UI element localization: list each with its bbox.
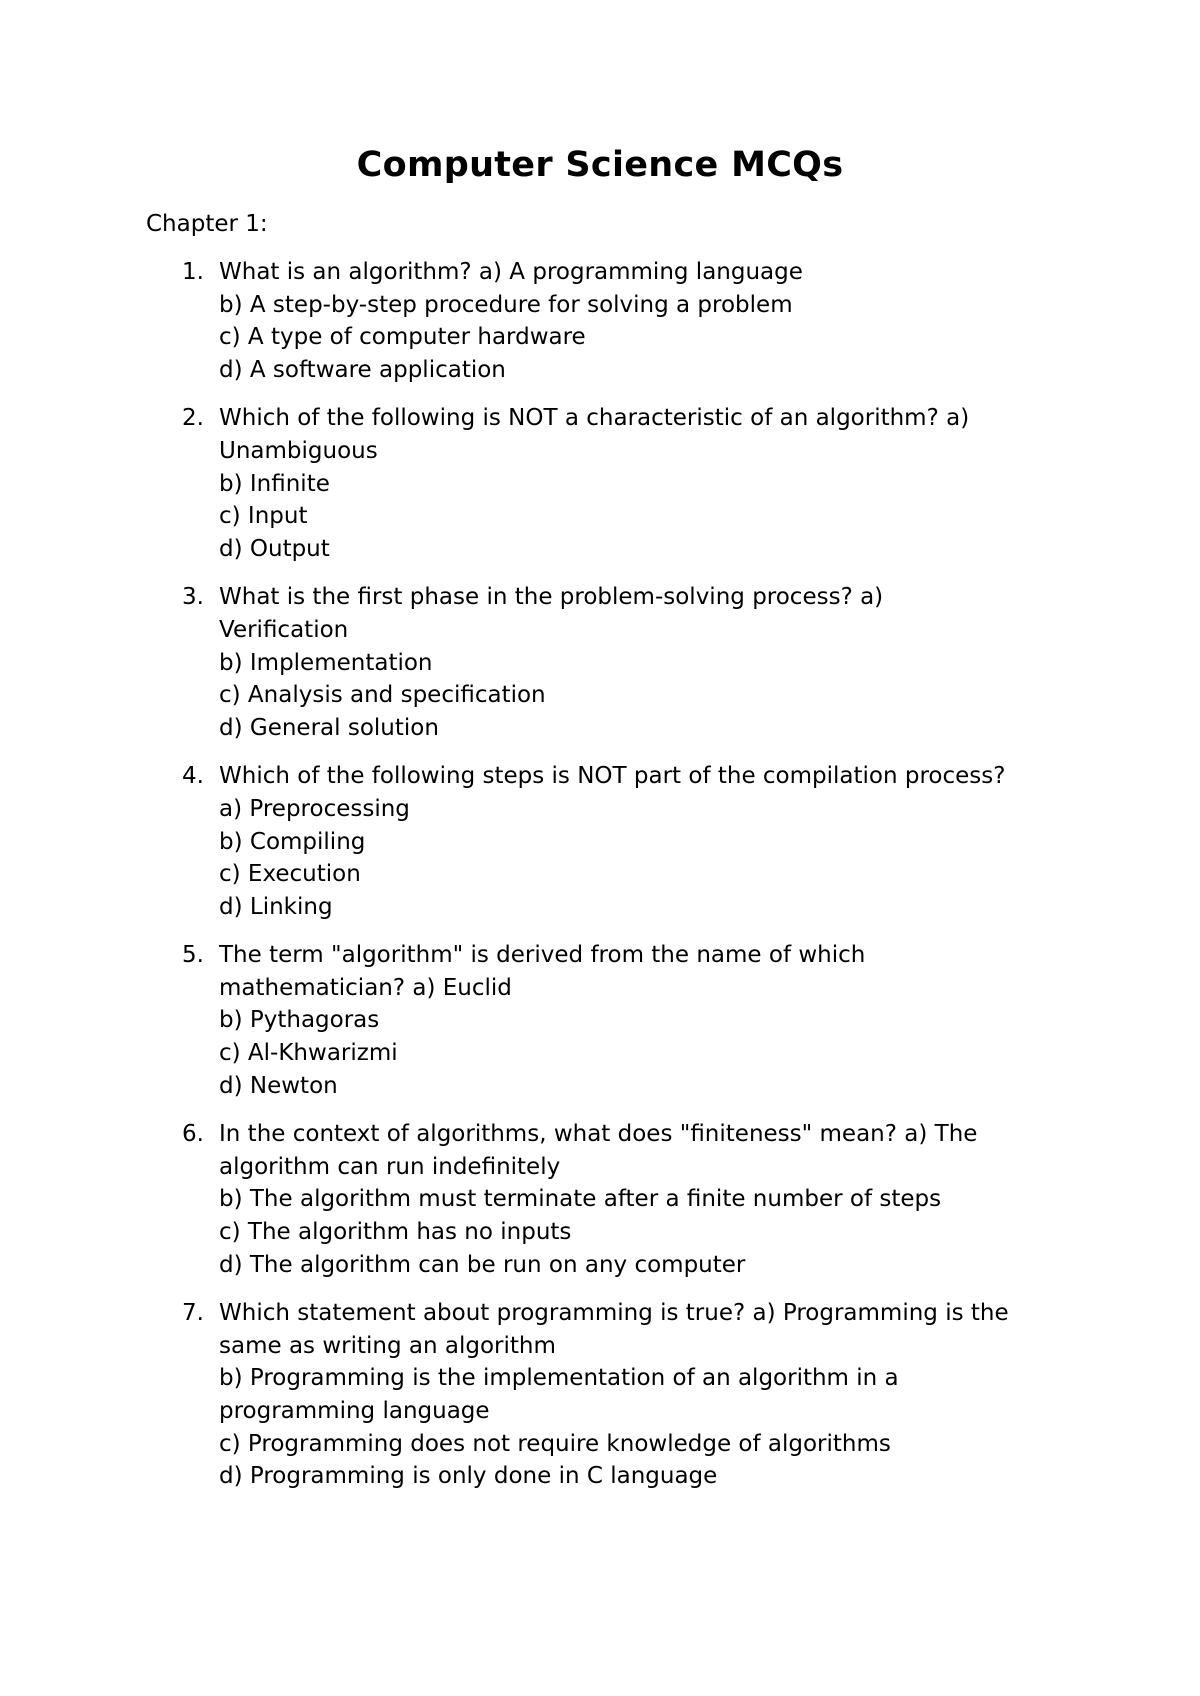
question-text-line: In the context of algorithms, what does "finiteness" mean? a) The [219, 1121, 978, 1148]
question-text-line: Which of the following steps is NOT part of the compilation process? [219, 763, 1006, 790]
question-text-line: What is the first phase in the problem-solving process? a) [219, 584, 884, 611]
question-text-line: Which statement about programming is true? a) Programming is the [219, 1300, 1009, 1327]
chapter-heading: Chapter 1: [146, 211, 268, 237]
answer-option: d) Linking [219, 893, 333, 920]
question-body [219, 256, 1069, 386]
question-list [0, 256, 1200, 1509]
question-text-line: The term "algorithm" is derived from the name of which [219, 942, 866, 969]
answer-option: b) Infinite [219, 470, 330, 497]
answer-option: c) The algorithm has no inputs [219, 1219, 572, 1246]
answer-option: d) Newton [219, 1072, 338, 1099]
question-text-line: same as writing an algorithm [219, 1332, 556, 1359]
question-number: 2. [182, 405, 204, 432]
answer-option: c) Analysis and specification [219, 682, 546, 709]
answer-option: b) The algorithm must terminate after a finite number of steps [219, 1186, 942, 1213]
question-number: 5. [182, 942, 204, 969]
answer-option: b) Compiling [219, 828, 366, 855]
answer-option: b) Programming is the implementation of an algorithm in a [219, 1365, 899, 1392]
answer-option: d) The algorithm can be run on any computer [219, 1251, 746, 1278]
question-body [219, 581, 1069, 744]
question-text-line: algorithm can run indefinitely [219, 1153, 561, 1180]
answer-option: b) A step-by-step procedure for solving a problem [219, 291, 793, 318]
page-title: Computer Science MCQs [356, 145, 844, 185]
answer-option: c) A type of computer hardware [219, 324, 586, 351]
question-text-line: Verification [219, 616, 349, 643]
answer-option: d) General solution [219, 714, 439, 741]
question-body [219, 939, 1069, 1102]
question-number: 1. [182, 259, 204, 285]
question-item [0, 402, 1200, 565]
question-body [219, 402, 1069, 565]
question-number: 3. [182, 584, 204, 611]
question-text-line: mathematician? a) Euclid [219, 974, 512, 1001]
question-item [0, 1297, 1200, 1493]
question-body [219, 760, 1069, 923]
answer-option: programming language [219, 1398, 490, 1424]
question-text-line: Unambiguous [219, 437, 378, 464]
question-item [0, 1118, 1200, 1281]
question-text-line: What is an algorithm? a) A programming language [219, 259, 803, 285]
answer-option: c) Execution [219, 861, 361, 888]
question-number: 7. [182, 1300, 204, 1327]
answer-option: b) Pythagoras [219, 1007, 380, 1034]
answer-option: a) Preprocessing [219, 795, 410, 822]
question-item [0, 581, 1200, 744]
answer-option: d) A software application [219, 356, 506, 383]
answer-option: d) Programming is only done in C language [219, 1463, 718, 1490]
question-item [0, 760, 1200, 923]
answer-option: c) Input [219, 503, 308, 530]
question-item [0, 256, 1200, 386]
answer-option: d) Output [219, 535, 330, 562]
question-number: 4. [182, 763, 204, 790]
question-body [219, 1118, 1069, 1281]
question-number: 6. [182, 1121, 204, 1148]
answer-option: b) Implementation [219, 649, 433, 676]
question-item [0, 939, 1200, 1102]
question-body [219, 1297, 1069, 1493]
question-text-line: Which of the following is NOT a characteristic of an algorithm? a) [219, 405, 970, 432]
answer-option: c) Al-Khwarizmi [219, 1040, 398, 1067]
answer-option: c) Programming does not require knowledge of algorithms [219, 1430, 891, 1457]
